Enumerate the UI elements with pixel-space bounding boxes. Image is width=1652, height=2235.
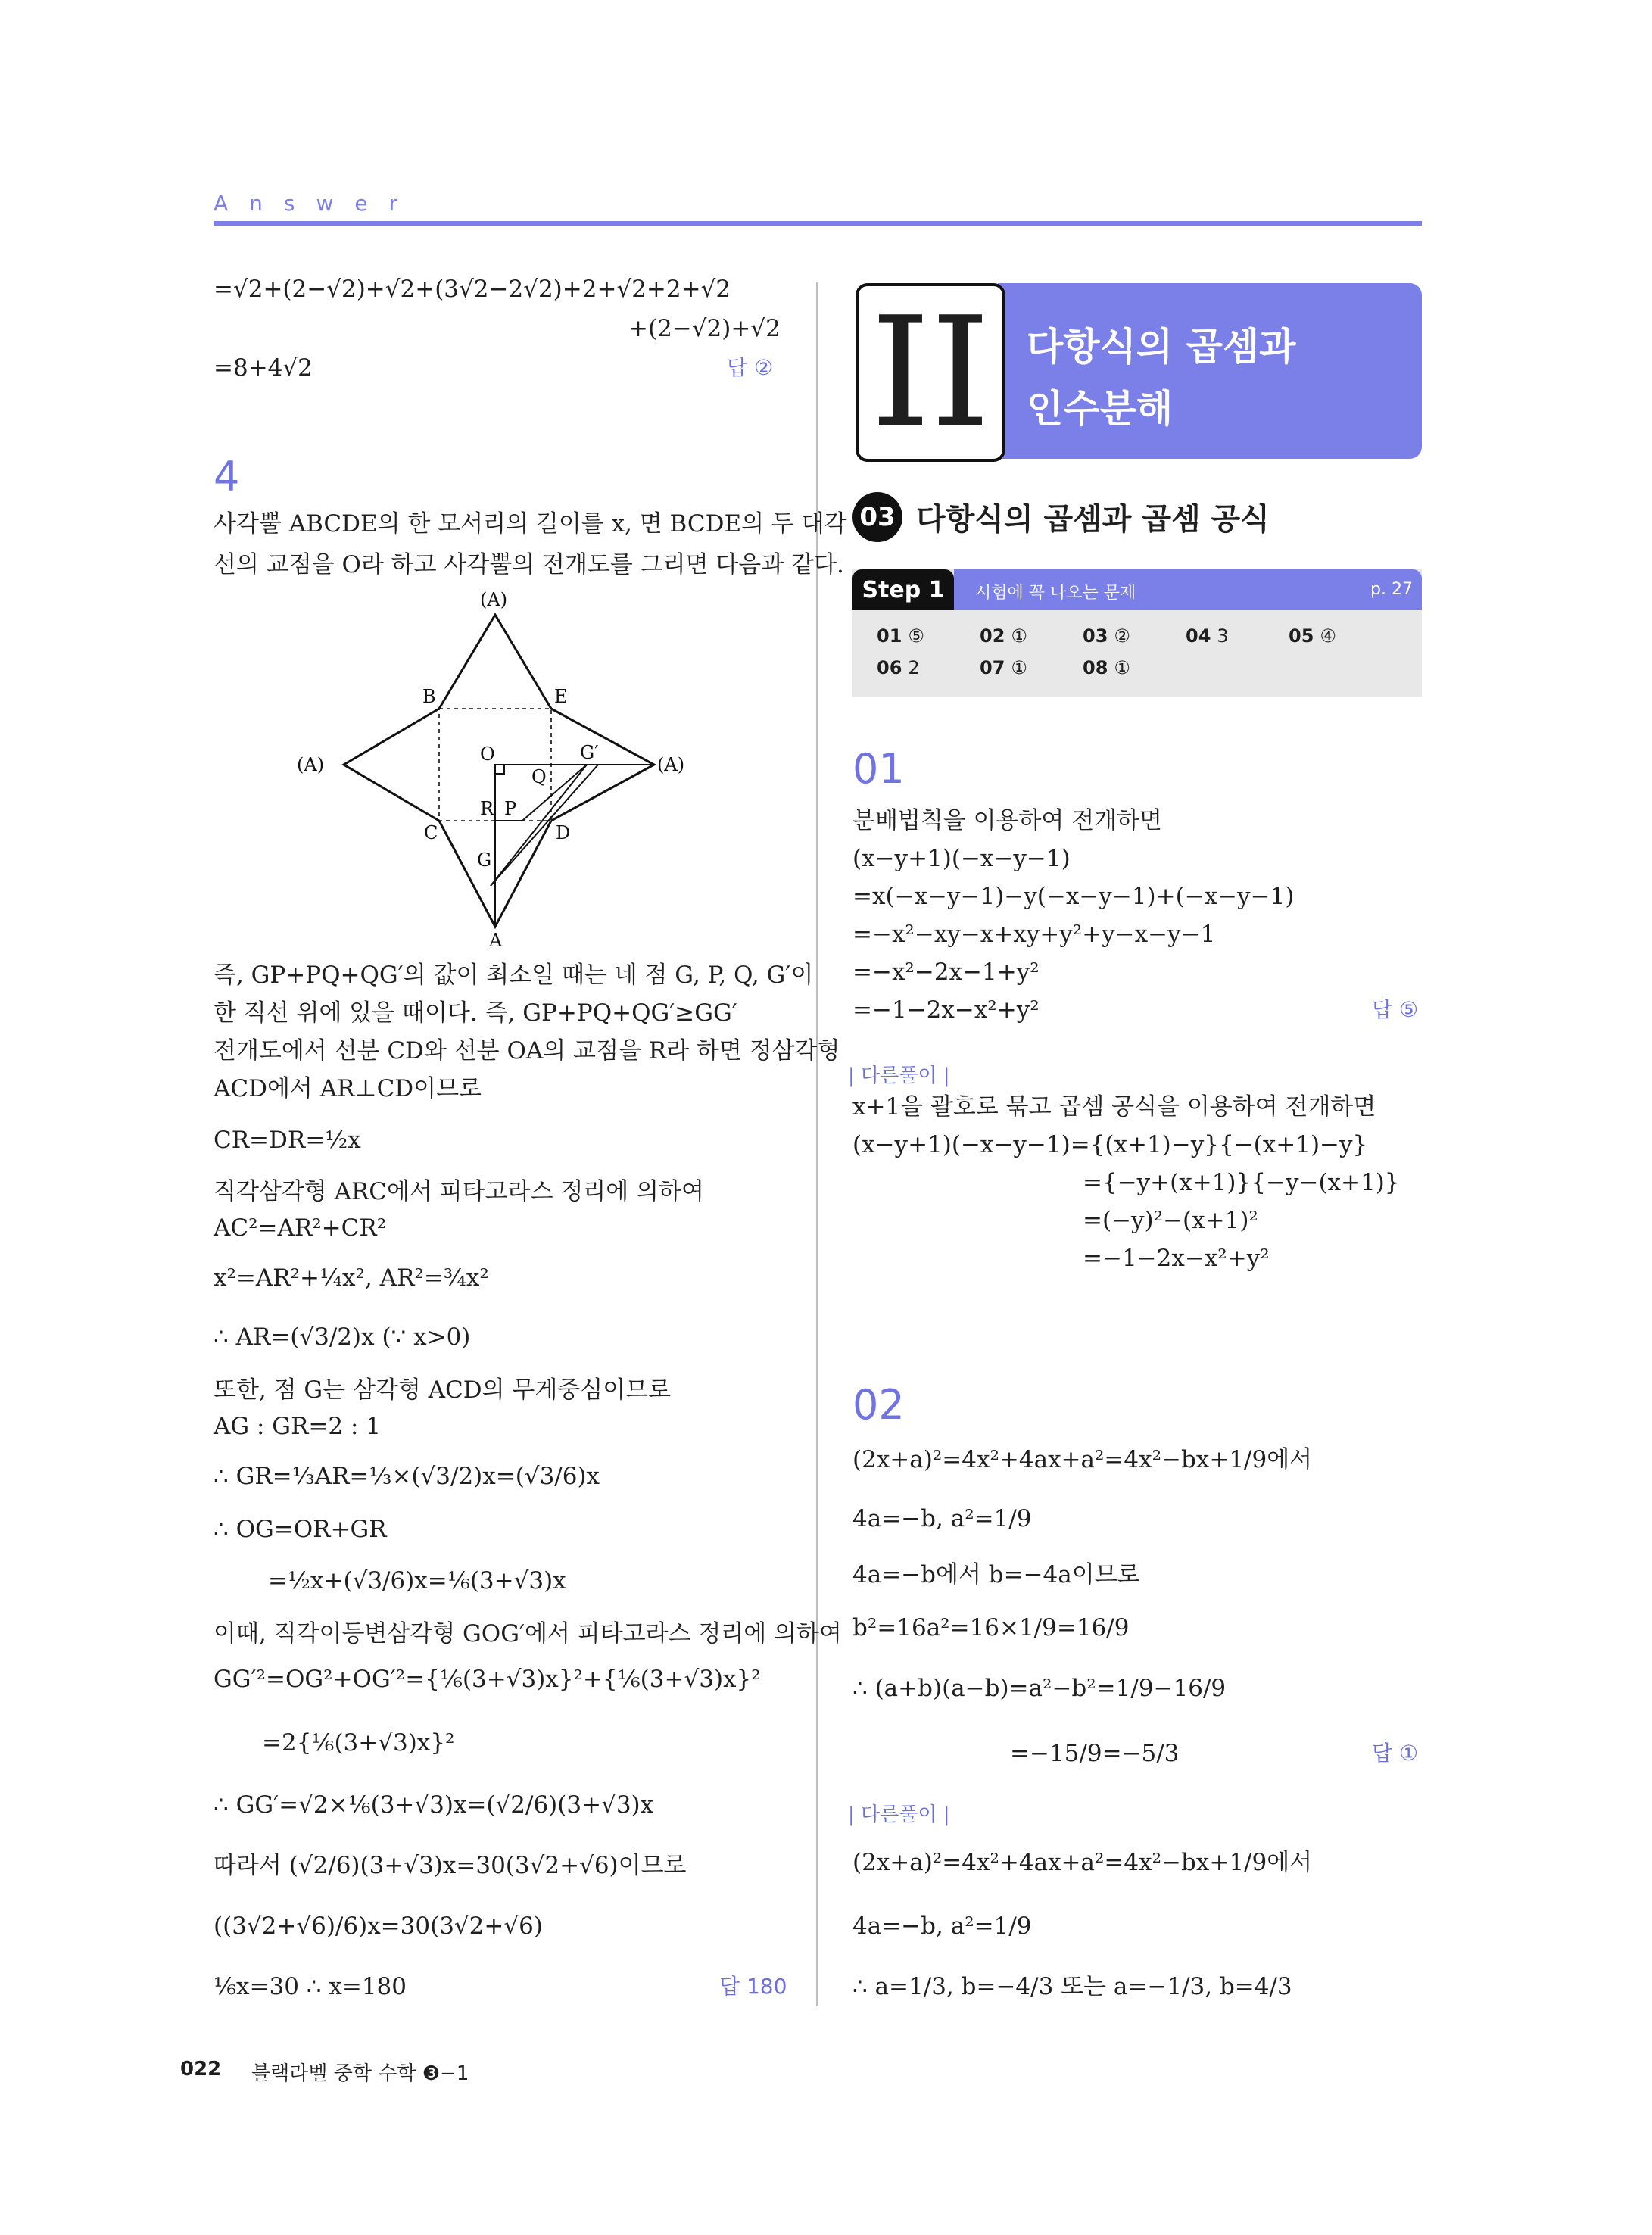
label-a-right: (A) [657,754,685,775]
quick-answer-04: 04 3 [1186,625,1229,647]
chapter-numeral: II [856,283,1005,462]
p02-line-5: ∴ (a+b)(a−b)=a²−b²=1/9−16/9 [852,1675,1227,1702]
section-number-badge: 03 [852,492,902,542]
p01-alt-solution-tag: | 다른풀이 | [848,1065,950,1087]
label-c: C [424,822,438,843]
quick-answer-06: 06 2 [877,657,920,678]
p02-line-4: b²=16a²=16×1/9=16/9 [852,1614,1130,1641]
final-answer-4: 답 180 [719,1974,787,1999]
intro-line-1: 사각뿔 ABCDE의 한 모서리의 길이를 x, 면 BCDE의 두 대각 [214,510,847,538]
label-o: O [480,743,495,765]
pyramid-net-diagram [288,584,712,949]
column-divider [816,282,818,2006]
body-line-3: 전개도에서 선분 CD와 선분 OA의 교점을 R라 하면 정삼각형 [214,1037,840,1065]
body-line-13: ∴ OG=OR+GR [214,1516,387,1543]
left-top-answer: 답 ② [727,355,774,380]
label-d: D [556,822,571,843]
left-top-line-2: +(2−√2)+√2 [628,315,781,342]
body-line-1: 즉, GP+PQ+QG′의 값이 최소일 때는 네 점 G, P, Q, G′이 [214,962,814,989]
left-top-line-3: =8+4√2 [214,354,313,382]
quick-answer-02: 02 ① [980,625,1027,647]
answer-header-label: Answer [214,191,419,216]
p02-alt-solution-tag: | 다른풀이 | [848,1803,950,1826]
p02-answer: 답 ① [1372,1741,1419,1766]
body-line-9: ∴ AR=(√3/2)x (∵ x>0) [214,1323,471,1351]
body-line-15: 이때, 직각이등변삼각형 GOG′에서 피타고라스 정리에 의하여 [214,1620,842,1647]
label-b: B [422,686,436,707]
p01-line-6: =−1−2x−x²+y² [852,996,1040,1024]
body-line-2: 한 직선 위에 있을 때이다. 즉, GP+PQ+QG′≥GG′ [214,999,737,1027]
label-g: G [477,849,492,871]
p02-line-2: 4a=−b, a²=1/9 [852,1505,1032,1532]
p01-answer: 답 ⑤ [1372,997,1419,1022]
step-page-ref: p. 27 [1370,580,1413,599]
quick-answer-03: 03 ② [1083,625,1130,647]
p02-alt-line-2: 4a=−b, a²=1/9 [852,1912,1032,1940]
p01-alt-line-1: x+1을 괄호로 묶고 곱셈 공식을 이용하여 전개하면 [852,1093,1376,1121]
body-line-20: ((3√2+√6)/6)x=30(3√2+√6) [214,1912,543,1940]
p02-alt-line-1: (2x+a)²=4x²+4ax+a²=4x²−bx+1/9에서 [852,1849,1313,1876]
p01-alt-line-3: ={−y+(x+1)}{−y−(x+1)} [1083,1169,1400,1196]
p01-line-5: =−x²−2x−1+y² [852,959,1040,986]
chapter-title-line-1: 다항식의 곱셈과 [1027,325,1296,369]
page-number: 022 [180,2058,222,2081]
quick-answer-07: 07 ① [980,657,1027,678]
body-line-14: =½x+(√3/6)x=⅙(3+√3)x [268,1567,566,1594]
quick-answer-08: 08 ① [1083,657,1130,678]
label-q: Q [531,766,547,787]
body-line-5: CR=DR=½x [214,1127,361,1154]
left-top-line-1: =√2+(2−√2)+√2+(3√2−2√2)+2+√2+2+√2 [214,276,731,303]
label-p: P [504,798,517,819]
p01-alt-line-2: (x−y+1)(−x−y−1)={(x+1)−y}{−(x+1)−y} [852,1131,1368,1158]
header-rule [214,221,1422,226]
body-line-12: ∴ GR=⅓AR=⅓×(√3/2)x=(√3/6)x [214,1463,600,1490]
p01-line-2: (x−y+1)(−x−y−1) [852,845,1071,872]
body-line-8: x²=AR²+¼x², AR²=¾x² [214,1264,489,1292]
intro-line-2: 선의 교점을 O라 하고 사각뿔의 전개도를 그리면 다음과 같다. [214,551,844,578]
problem-number-4: 4 [214,453,240,500]
problem-number-01: 01 [852,745,905,793]
quick-answer-01: 01 ⑤ [877,625,924,647]
body-line-18: ∴ GG′=√2×⅙(3+√3)x=(√2/6)(3+√3)x [214,1791,654,1819]
label-a-left: (A) [297,754,325,775]
body-line-21: ⅙x=30 ∴ x=180 [214,1973,407,2000]
p02-line-1: (2x+a)²=4x²+4ax+a²=4x²−bx+1/9에서 [852,1446,1313,1473]
p01-line-3: =x(−x−y−1)−y(−x−y−1)+(−x−y−1) [852,883,1295,910]
p01-line-4: =−x²−xy−x+xy+y²+y−x−y−1 [852,921,1216,948]
label-a-bottom: A [489,930,503,949]
label-a-top: (A) [480,589,508,610]
label-g-prime: G′ [580,742,599,763]
p02-line-6: =−15/9=−5/3 [1010,1740,1180,1767]
p01-line-1: 분배법칙을 이용하여 전개하면 [852,807,1163,834]
label-r: R [480,798,494,819]
body-line-7: AC²=AR²+CR² [214,1214,387,1242]
body-line-19: 따라서 (√2/6)(3+√3)x=30(3√2+√6)이므로 [214,1852,687,1879]
body-line-11: AG : GR=2 : 1 [214,1413,381,1440]
section-title: 다항식의 곱셈과 곱셈 공식 [916,502,1270,537]
label-e: E [554,686,568,707]
problem-number-02: 02 [852,1381,905,1429]
p02-line-3: 4a=−b에서 b=−4a이므로 [852,1561,1140,1588]
chapter-title-line-2: 인수분해 [1027,387,1174,431]
step-tab: Step 1 [852,569,954,610]
body-line-16: GG′²=OG²+OG′²={⅙(3+√3)x}²+{⅙(3+√3)x}² [214,1666,761,1693]
p01-alt-line-5: =−1−2x−x²+y² [1083,1245,1270,1272]
body-line-6: 직각삼각형 ARC에서 피타고라스 정리에 의하여 [214,1178,704,1205]
p01-alt-line-4: =(−y)²−(x+1)² [1083,1207,1258,1234]
book-title: 블랙라벨 중학 수학 ❸−1 [251,2062,469,2085]
quick-answer-05: 05 ④ [1289,625,1336,647]
p02-alt-line-3: ∴ a=1/3, b=−4/3 또는 a=−1/3, b=4/3 [852,1973,1292,2000]
body-line-4: ACD에서 AR⊥CD이므로 [214,1075,482,1102]
body-line-10: 또한, 점 G는 삼각형 ACD의 무게중심이므로 [214,1376,672,1404]
body-line-17: =2{⅙(3+√3)x}² [262,1729,455,1757]
step-subtitle: 시험에 꼭 나오는 문제 [975,584,1136,603]
